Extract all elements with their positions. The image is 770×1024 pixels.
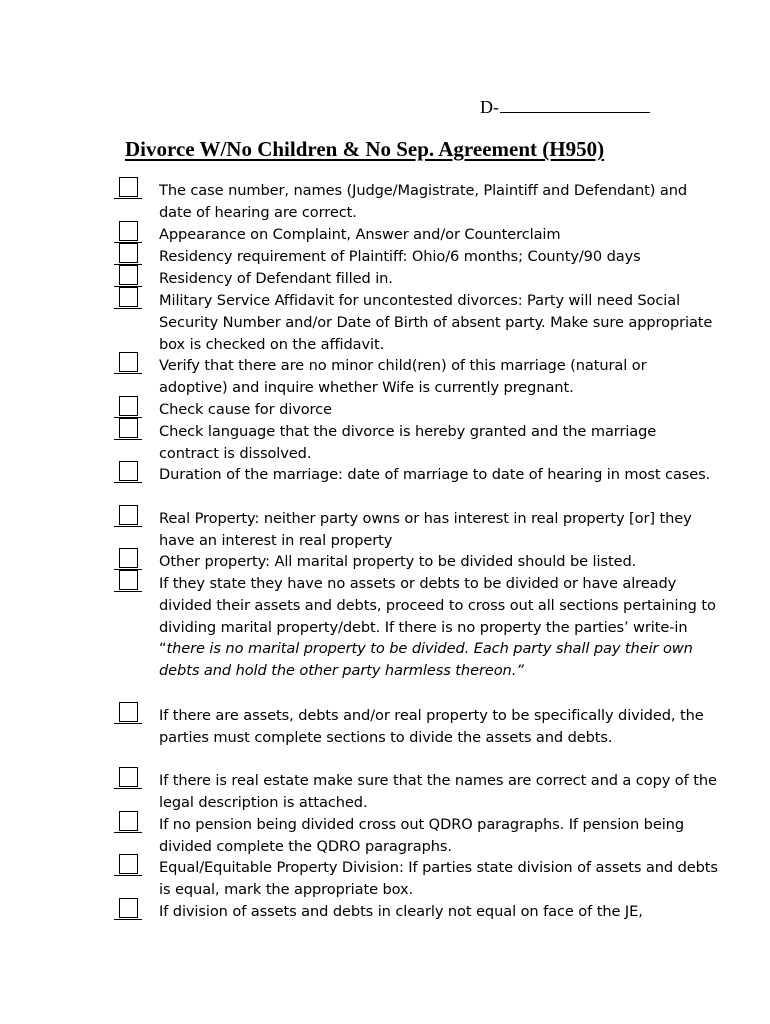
checkbox[interactable] [114, 548, 142, 570]
checkbox[interactable] [114, 505, 142, 527]
checkbox[interactable] [114, 352, 142, 374]
checkbox[interactable] [114, 287, 142, 309]
checklist-item: Residency requirement of Plaintiff: Ohio/6 months; County/90 days [159, 248, 641, 265]
checklist-item-text: If they state they have no assets or debts to be divided or have already divided their assets and debts, proceed to cross out all sections pertaining to dividing marital property/debt. If there is no property the parties’ write-in “ [159, 575, 716, 658]
checklist-item: Military Service Affidavit for uncontested divorces: Party will need Social Security Number and/or Date of Birth of absent party. Make sure appropriate box is checked on the affidavit. [159, 292, 713, 353]
case-number-label: D- [480, 97, 499, 117]
checklist-item: If there is real estate make sure that the names are correct and a copy of the legal description is attached. [159, 772, 717, 811]
page-title: Divorce W/No Children & No Sep. Agreement (H950) [125, 137, 605, 161]
checkbox[interactable] [114, 570, 142, 592]
checkbox[interactable] [114, 811, 142, 833]
checklist-item: If no pension being divided cross out QDRO paragraphs. If pension being divided complete the QDRO paragraphs. [159, 816, 684, 855]
checklist-item: Verify that there are no minor child(ren) of this marriage (natural or adoptive) and inquire whether Wife is currently pregnant. [159, 357, 647, 396]
checklist-item: Equal/Equitable Property Division: If parties state division of assets and debts is equal, mark the appropriate box. [159, 859, 718, 898]
checklist-item: If there are assets, debts and/or real property to be specifically divided, the parties must complete sections to divide the assets and debts. [159, 707, 704, 746]
checklist-item [159, 573, 719, 682]
checklist-item: Real Property: neither party owns or has interest in real property [or] they have an interest in real property [159, 510, 692, 549]
checkbox[interactable] [114, 418, 142, 440]
checkbox[interactable] [114, 396, 142, 418]
checklist-item: The case number, names (Judge/Magistrate, Plaintiff and Defendant) and date of hearing are correct. [159, 182, 688, 221]
checklist-item: If division of assets and debts in clearly not equal on face of the JE, [159, 903, 643, 920]
checkbox[interactable] [114, 702, 142, 724]
checkbox[interactable] [114, 898, 142, 920]
checkbox[interactable] [114, 461, 142, 483]
checklist-item: Residency of Defendant filled in. [159, 270, 393, 287]
checklist-item: Duration of the marriage: date of marriage to date of hearing in most cases. [159, 466, 711, 483]
checklist-item: Other property: All marital property to be divided should be listed. [159, 553, 637, 570]
checklist-item: Check cause for divorce [159, 401, 332, 418]
checklist-item-italic: there is no marital property to be divided. Each party shall pay their own debts and hold the other party harmless thereon.” [159, 640, 693, 680]
checklist-item: Check language that the divorce is hereby granted and the marriage contract is dissolved. [159, 423, 657, 462]
checklist-item: Appearance on Complaint, Answer and/or Counterclaim [159, 226, 561, 243]
checkbox[interactable] [114, 221, 142, 243]
checkbox[interactable] [114, 854, 142, 876]
checkbox[interactable] [114, 767, 142, 789]
checkbox[interactable] [114, 265, 142, 287]
checkbox[interactable] [114, 177, 142, 199]
checkbox[interactable] [114, 243, 142, 265]
